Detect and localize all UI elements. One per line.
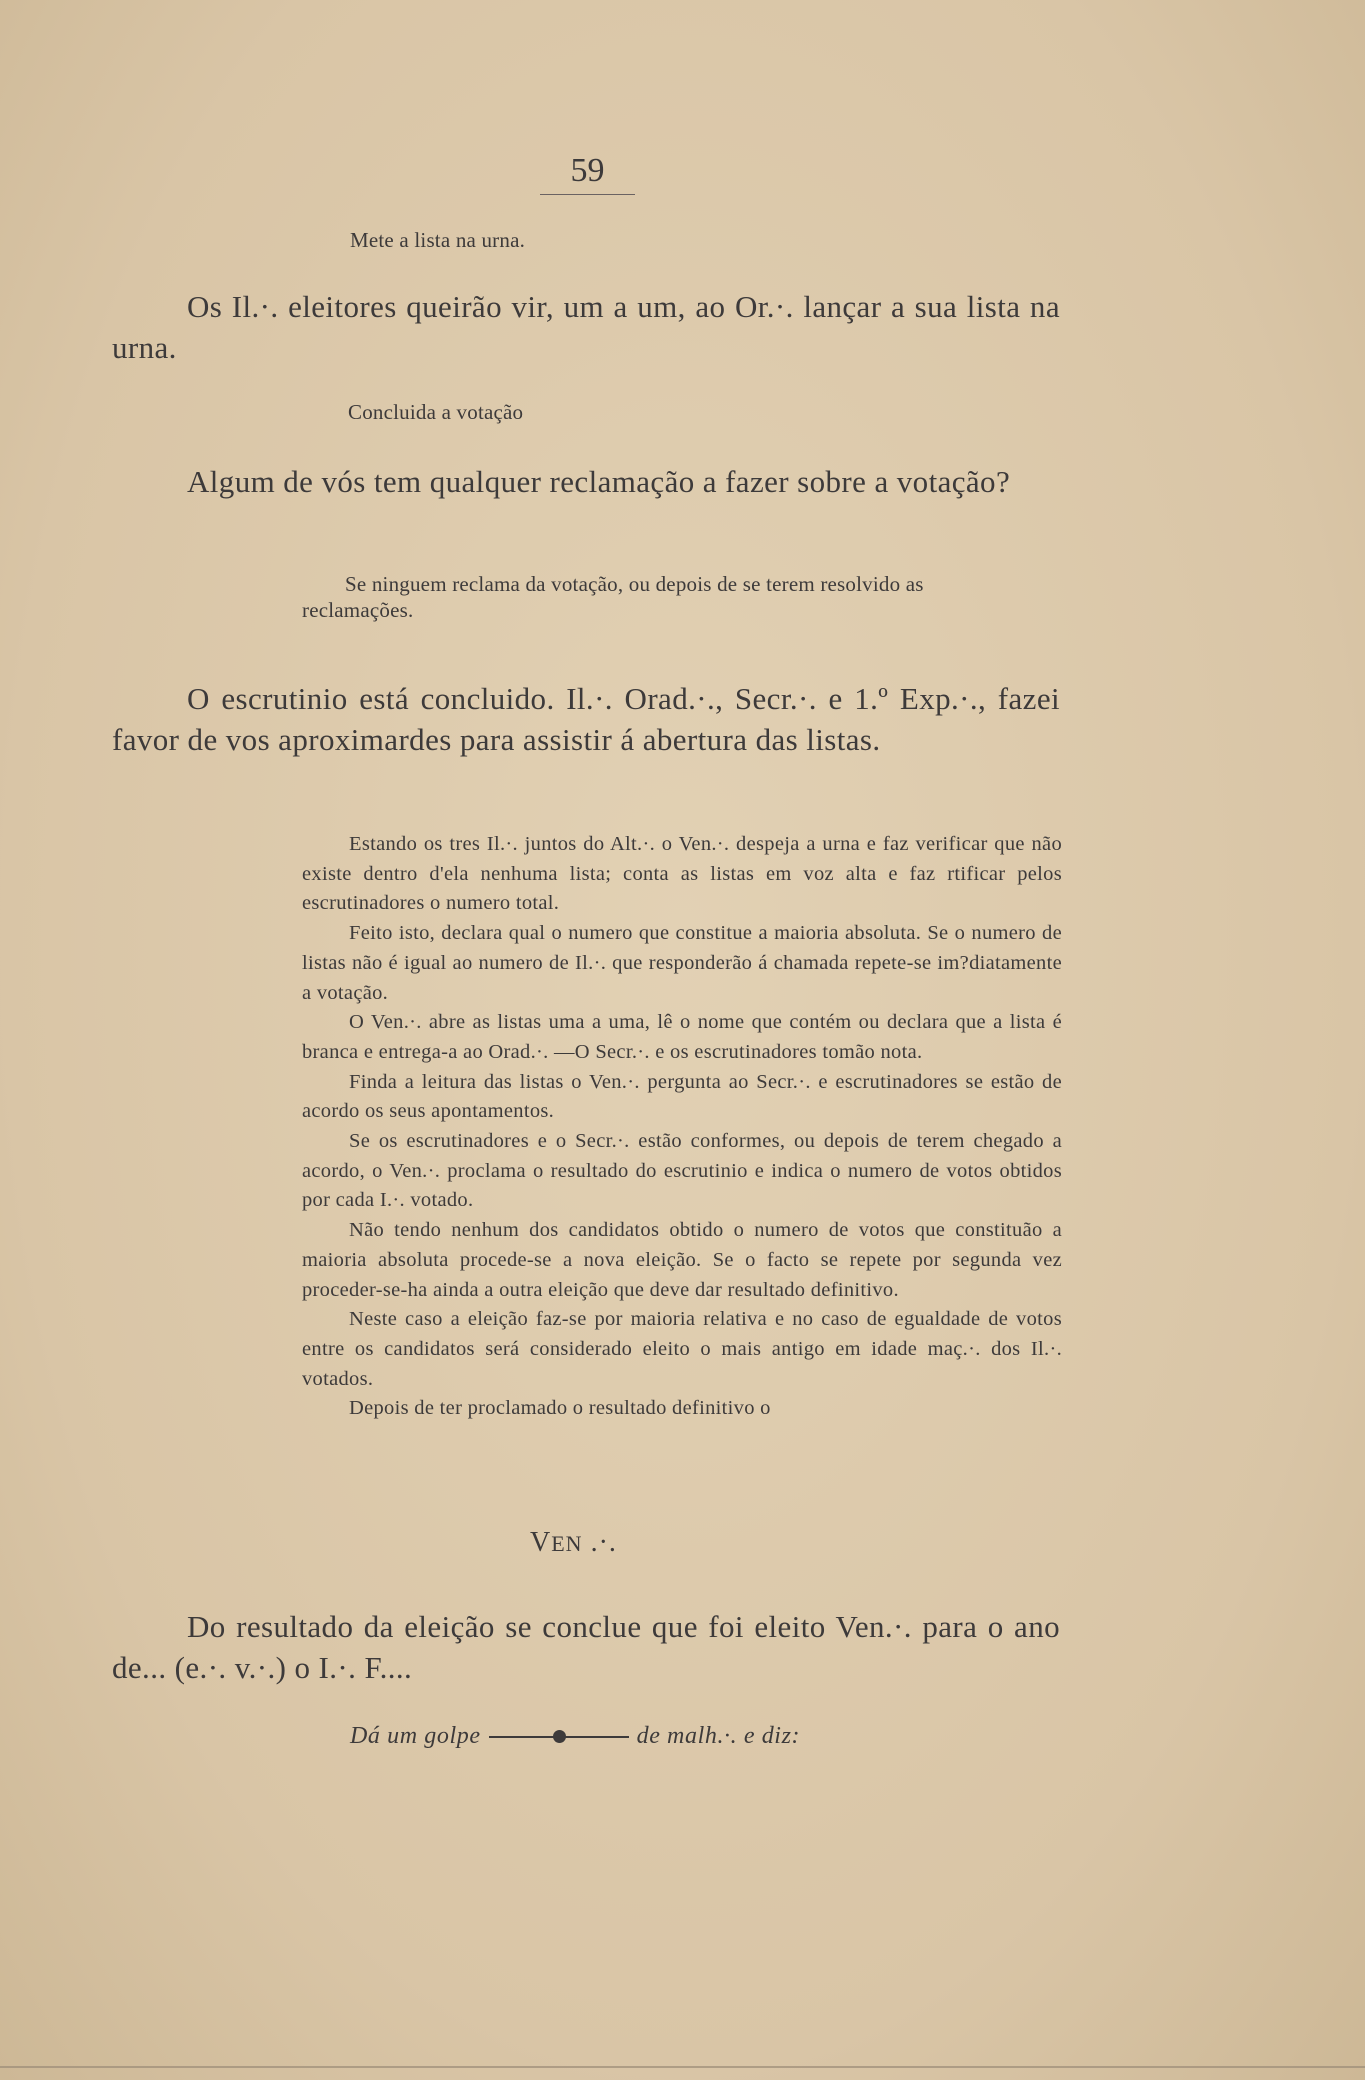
instruction-paragraph: Feito isto, declara qual o numero que constitue a maioria absoluta. Se o numero de listas não é igual ao numero de Il.·. que responderão á chamada repete-se im?diatamente a votação. xyxy=(302,922,1062,1004)
instruction-paragraph: Não tendo nenhum dos candidatos obtido o numero de votos que constituão a maioria absoluta procede-se a nova eleição. Se o facto se repete por segunda vez proceder-se-ha ainda a outra eleição que deve dar resultado definitivo. xyxy=(302,1219,1062,1301)
stage-direction-se-ninguem: Se ninguem reclama da votação, ou depois de se terem resolvido as xyxy=(345,572,924,596)
instruction-paragraph: Neste caso a eleição faz-se por maioria relativa e no caso de egualdade de votos entre os candidatos será considerado eleito o mais antigo em idade maç.·. dos Il.·. votados. xyxy=(302,1308,1062,1390)
speech-eleitores-text: Os Il.·. eleitores queirão vir, um a um, ao Or.·. lançar a sua lista na urna. xyxy=(112,289,1060,365)
page-edge-divider xyxy=(0,2066,1365,2068)
instructions-block xyxy=(302,830,1062,1424)
gavel-direction-left: Dá um golpe xyxy=(350,1723,481,1749)
speech-resultado xyxy=(112,1606,1060,1688)
page-number: 59 xyxy=(540,150,635,195)
stage-direction-concluida: Concluida a votação xyxy=(348,400,524,424)
speaker-rest: EN xyxy=(551,1531,583,1556)
instruction-paragraph: Finda a leitura das listas o Ven.·. pergunta ao Secr.·. e escrutinadores se estão de acordo os seus apontamentos. xyxy=(302,1070,1062,1123)
gavel-direction xyxy=(350,1723,800,1750)
stage-direction-reclamacoes: reclamações. xyxy=(302,598,414,622)
instruction-paragraph: O Ven.·. abre as listas uma a uma, lê o nome que contém ou declara que a lista é branca e entrega-a ao Orad.·. —O Secr.·. e os escrutinadores tomão nota. xyxy=(302,1011,1062,1063)
speech-reclamacao xyxy=(112,461,1060,502)
speech-reclamacao-text: Algum de vós tem qualquer reclamação a fazer sobre a votação? xyxy=(187,464,1011,499)
speaker-initial: V xyxy=(530,1527,552,1558)
speaker-mark: .·. xyxy=(590,1527,617,1558)
speech-escrutinio-text: O escrutinio está concluido. Il.·. Orad.·., Secr.·. e 1.º Exp.·., fazei favor de vos aproximardes para assistir á abertura das listas. xyxy=(112,681,1060,757)
instruction-paragraph: Depois de ter proclamado o resultado definitivo o xyxy=(349,1397,771,1420)
speaker-heading xyxy=(530,1527,617,1559)
speech-eleitores xyxy=(112,286,1060,368)
speech-resultado-text: Do resultado da eleição se conclue que foi eleito Ven.·. para o ano de... (e.·. v.·.) o I.·. F.... xyxy=(112,1609,1060,1685)
instruction-paragraph: Estando os tres Il.·. juntos do Alt.·. o Ven.·. despeja a urna e faz verificar que não existe dentro d'ela nenhuma lista; conta as listas em voz alta e faz rtificar pelos escrutinadores o numero total. xyxy=(302,833,1062,915)
speech-escrutinio xyxy=(112,678,1060,760)
gavel-rule-icon xyxy=(489,1736,629,1738)
instruction-paragraph: Se os escrutinadores e o Secr.·. estão conformes, ou depois de terem chegado a acordo, o Ven.·. proclama o resultado do escrutinio e indica o numero de votos obtidos por cada I.·. votado. xyxy=(302,1130,1062,1212)
gavel-direction-right: de malh.·. e diz: xyxy=(636,1723,801,1749)
stage-direction-urna: Mete a lista na urna. xyxy=(350,228,526,252)
